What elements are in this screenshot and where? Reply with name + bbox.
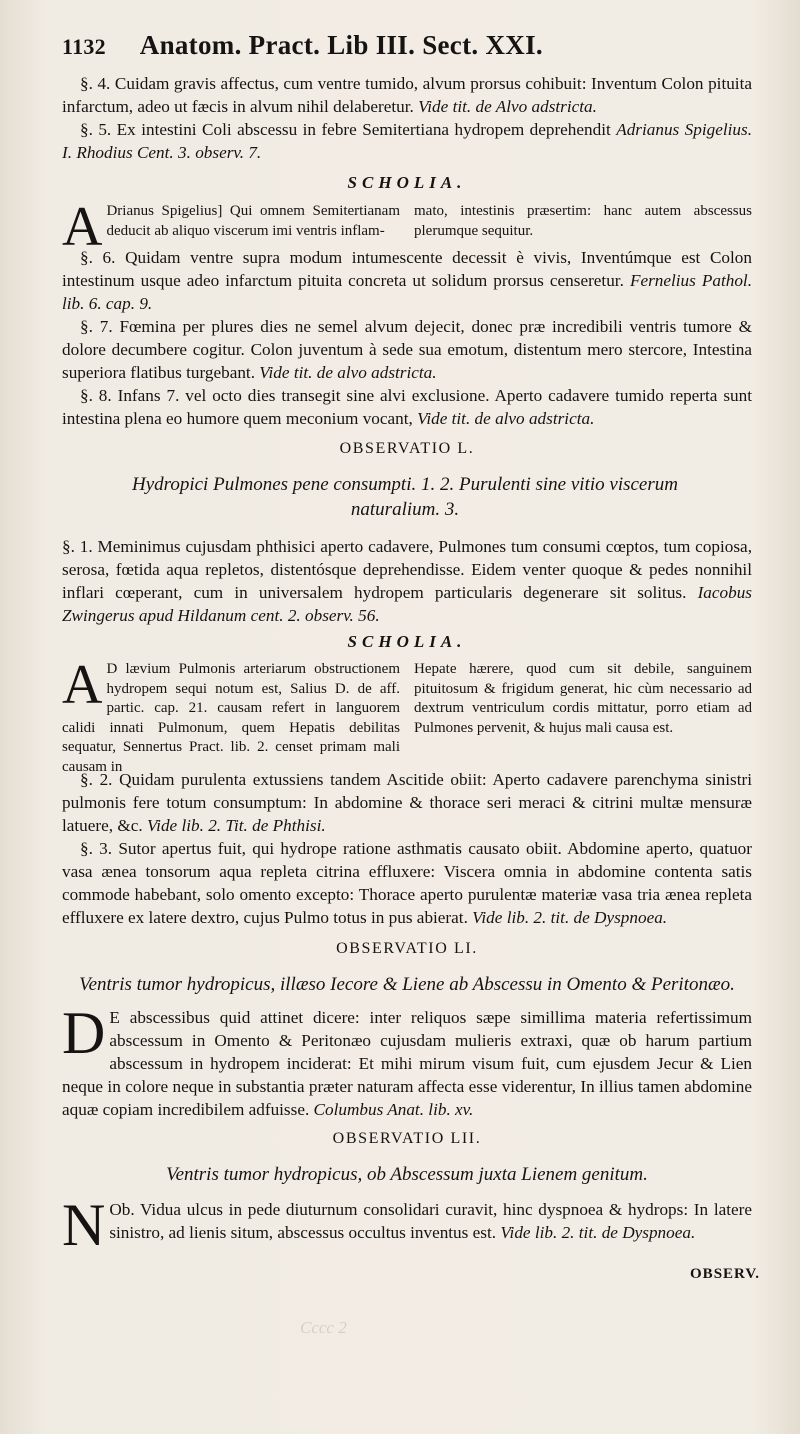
section-8: §. 8. Infans 7. vel octo dies transegit sine alvi exclusione. Aperto cadavere tumido reperta sunt intestina plena eo humore quem meconium vocant, Vide tit. de alvo adstricta. bbox=[62, 386, 752, 428]
scholia-1-right: mato, intestinis præsertim: hanc autem abscessus plerumque sequitur. bbox=[414, 203, 752, 239]
observatio-50-subtitle: Hydropici Pulmones pene consumpti. 1. 2. Purulenti sine vitio viscerum naturalium. 3. bbox=[132, 474, 678, 520]
obs50-section-3: §. 3. Sutor apertus fuit, qui hydrope ratione asthmatis causato obiit. Abdomine aperto, quatuor vasa ænea tonsorum aqua repleta citrina effluxere: Viscera omnia in abdomine contenta satis commode habebant, solo omento excepto: Thorace aperto purulentæ materiæ vasa tria ænea repleta effluxere ex latere dextro, cujus Pulmo totus in pus abierat. Vide lib. 2. tit. de Dyspnoea. bbox=[62, 839, 752, 927]
observatio-50-body bbox=[62, 535, 752, 627]
obs52-text: N Ob. Vidua ulcus in pede diuturnum consolidari curavit, hinc dyspnoea & hydrops: In latere sinistro, ad lienis situm, abscessus occultus inventus est. Vide lib. 2. tit. de Dyspnoea. bbox=[62, 1192, 752, 1258]
page-number: 1132 bbox=[62, 34, 106, 59]
top-block bbox=[62, 72, 752, 164]
running-header bbox=[62, 30, 752, 61]
section-6: §. 6. Quidam ventre supra modum intumescente decessit è vivis, Inventúmque est Colon intestinum usque adeo infarctum pituita concreta ut solidum prorsus censeretur. Fernelius Pathol. lib. 6. cap. 9. bbox=[62, 248, 753, 313]
scholia-block-1 bbox=[62, 196, 752, 258]
obs50-section-1: §. 1. Meminimus cujusdam phthisici aperto cadavere, Pulmones tum consumi cœptos, tum copiosa, serosa, fœtida aqua repletos, distentósque deprehendisse. Eidem venter quoque & pedes nonnihil inflari cœperant, cum in universalem hydropem particularis degenerare sit solitus. Iacobus Zwingerus apud Hildanum cent. 2. observ. 56. bbox=[62, 537, 752, 625]
obs50-section-2: §. 2. Quidam purulenta extussiens tandem Ascitide obiit: Aperto cadavere parenchyma sinistri pulmonis fere totum consumptum: In abdomine & thorace seri meraci & citrini multæ mensuræ latuere, &c. Vide lib. 2. Tit. de Phthisi. bbox=[62, 770, 752, 835]
middle-block bbox=[62, 246, 752, 430]
scholia-2-right: Hepate hærere, quod cum sit debile, sanguinem pituitosum & frigidum generat, hic cùm necessario ad dextrum ventriculum cordis mittatur, porro etiam ad Pulmones pervenit, & hujus mali causa est. bbox=[414, 661, 752, 736]
drop-cap-n: N bbox=[62, 1192, 106, 1258]
signature-mark: Cccc 2 bbox=[300, 1318, 347, 1337]
drop-cap-a: A bbox=[62, 196, 103, 258]
obs51-text: D E abscessibus quid attinet dicere: inter reliquos sæpe simillima materia refertissimum abscessum in Omento & Peritonæo cujusdam mulieris extraxi, quæ ob harum partium abscessum in hydropem inciderat: Et mihi mirum visum fuit, cum ejusdem Jecur & Lien neque in colore neque in substantia præter naturam affecta esse viderentur, In illius tamen abdomine aquæ copiam incredibilem adfuisse. Columbus Anat. lib. xv. bbox=[62, 1000, 752, 1119]
observatio-51-subtitle: Ventris tumor hydropicus, illæso Iecore & Liene ab Abscessu in Omento & Peritonæo. bbox=[79, 974, 735, 995]
scholia-1-left: A Drianus Spigelius] Qui omnem Semitertianam deducit ab aliquo viscerum imi ventris inflam- bbox=[62, 196, 400, 258]
observatio-51-heading: OBSERVATIO LI. bbox=[336, 940, 478, 957]
drop-cap-a-2: A bbox=[62, 654, 103, 716]
section-7: §. 7. Fœmina per plures dies ne semel alvum dejecit, donec præ incredibili ventris tumore & dolore decumbere cogitur. Colon juventum à sede sua emotum, distentum mero stercore, Intestina superiora flatibus turgebant. Vide tit. de alvo adstricta. bbox=[62, 317, 752, 382]
observatio-52-subtitle: Ventris tumor hydropicus, ob Abscessum juxta Lienem genitum. bbox=[166, 1164, 648, 1185]
drop-cap-d: D bbox=[62, 1000, 106, 1066]
observatio-51-body bbox=[62, 1000, 752, 1121]
section-4: §. 4. Cuidam gravis affectus, cum ventre tumido, alvum prorsus cohibuit: Inventum Colon pituita infarctum, adeo ut fæcis in alvum nihil delaberetur. Vide tit. de Alvo adstricta. bbox=[62, 74, 752, 116]
observatio-52-body bbox=[62, 1192, 752, 1258]
scholia-heading-1: SCHOLIA. bbox=[347, 173, 467, 192]
observatio-50-continued bbox=[62, 768, 752, 929]
observatio-52-heading: OBSERVATIO LII. bbox=[332, 1130, 482, 1147]
observatio-50-heading: OBSERVATIO L. bbox=[339, 440, 475, 457]
scholia-heading-2: SCHOLIA. bbox=[347, 632, 467, 651]
catchword: OBSERV. bbox=[690, 1266, 760, 1282]
scholia-block-2 bbox=[62, 654, 752, 777]
section-5: §. 5. Ex intestini Coli abscessu in febre Semitertiana hydropem deprehendit Adrianus Spigelius. I. Rhodius Cent. 3. observ. 7. bbox=[62, 120, 753, 162]
running-title: Anatom. Pract. Lib III. Sect. XXI. bbox=[139, 30, 543, 60]
scholia-2-left: A D lævium Pulmonis arteriarum obstructionem hydropem sequi notum est, Salius D. de aff. partic. cap. 21. causam refert in languorem calidi innati Pulmonum, quem Hepatis debilitas sequatur, Sennertus Pract. lib. 2. censet primam mali causam in bbox=[62, 654, 400, 775]
